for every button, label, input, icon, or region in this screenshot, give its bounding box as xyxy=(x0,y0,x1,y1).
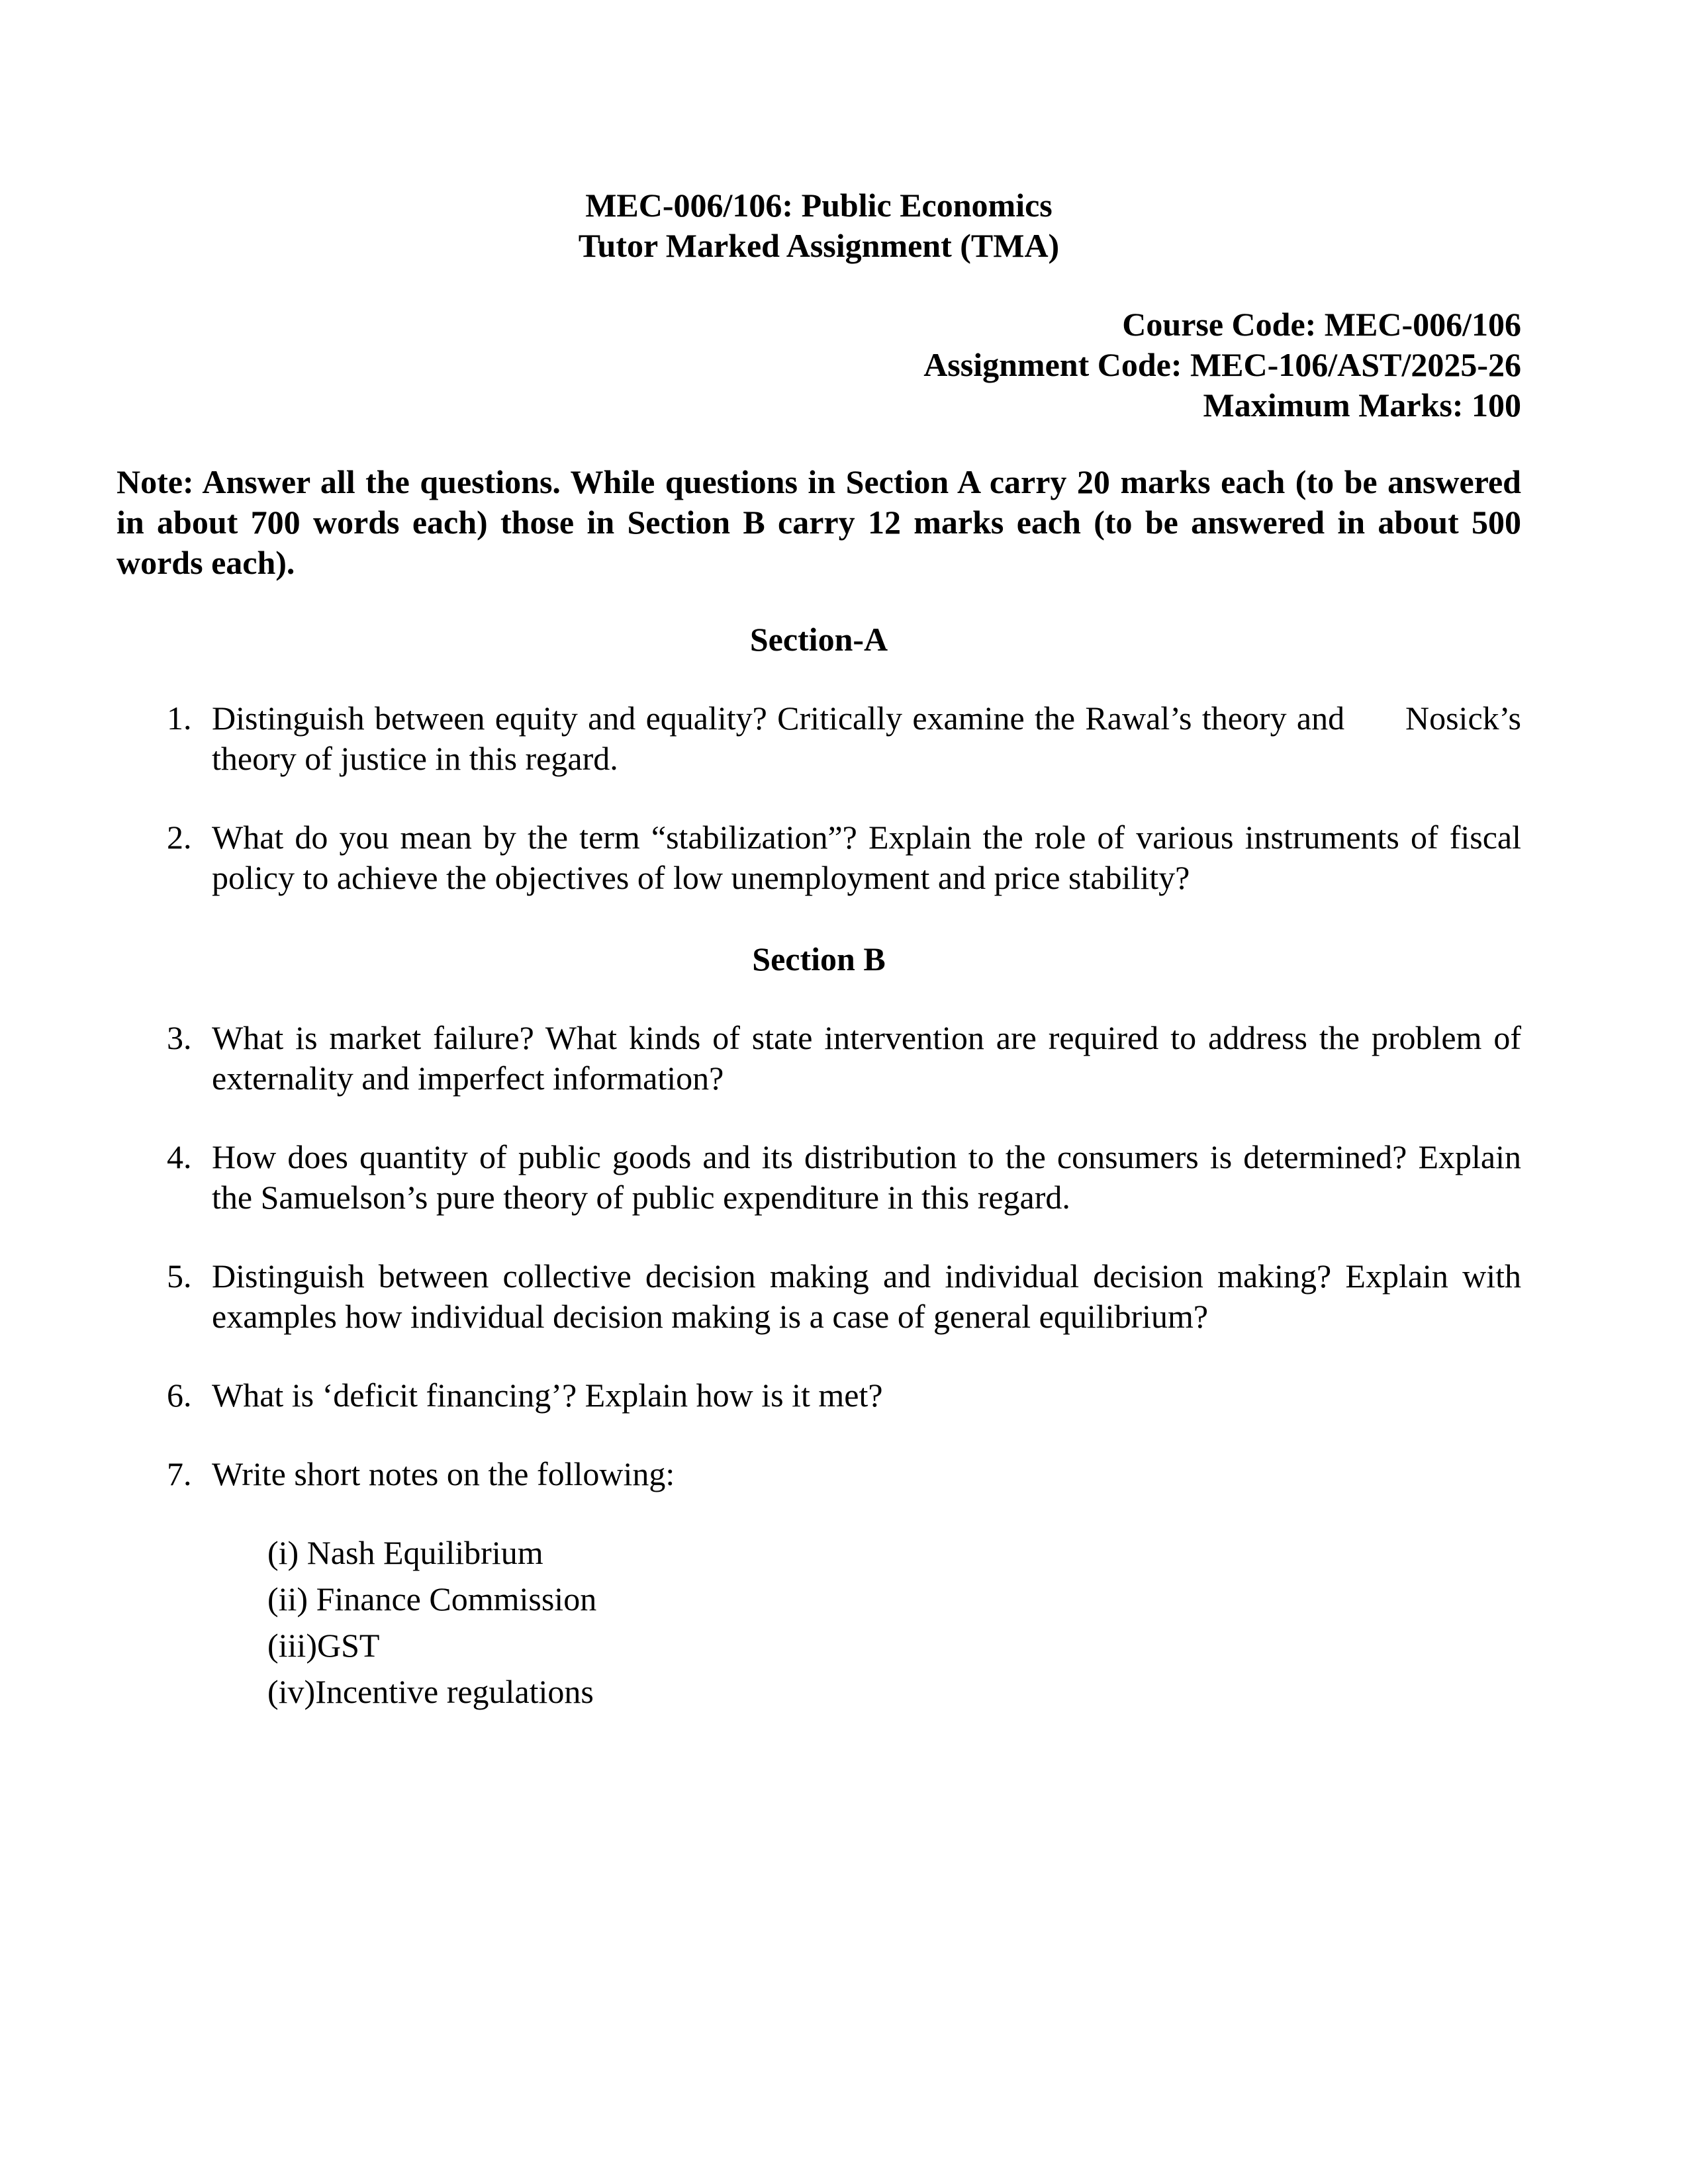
question-item-4 xyxy=(117,1137,1521,1218)
question-number: 5. xyxy=(167,1257,192,1295)
question-number: 7. xyxy=(167,1455,192,1492)
assignment-type-title: Tutor Marked Assignment (TMA) xyxy=(578,227,1060,264)
question-number: 1. xyxy=(167,700,192,737)
course-title: MEC-006/106: Public Economics xyxy=(585,187,1053,224)
question-text: Distinguish between equity and equality? Critically examine the Rawal’s theory and Nosick’s theory of justice in this regard. xyxy=(212,700,1521,777)
question-number: 4. xyxy=(167,1138,192,1175)
short-notes-list xyxy=(267,1533,1521,1712)
question-text: What is market failure? What kinds of state intervention are required to address the problem of externality and imperfect information? xyxy=(212,1019,1521,1097)
note-paragraph: Note: Answer all the questions. While questions in Section A carry 20 marks each (to be answered in about 700 words each) those in Section B carry 12 marks each (to be answered in about 500 words each). xyxy=(117,463,1521,581)
question-item-5 xyxy=(117,1256,1521,1337)
assignment-meta-block xyxy=(117,304,1521,426)
question-number: 6. xyxy=(167,1377,192,1414)
short-note-item-1: (i) Nash Equilibrium xyxy=(267,1534,543,1571)
short-note-item-3: (iii)GST xyxy=(267,1627,380,1664)
question-text: What do you mean by the term “stabilization”? Explain the role of various instruments of fiscal policy to achieve the objectives of low unemployment and price stability? xyxy=(212,819,1521,896)
short-note-item-2: (ii) Finance Commission xyxy=(267,1580,597,1617)
section-a-heading: Section-A xyxy=(749,621,888,658)
question-item-3 xyxy=(117,1018,1521,1099)
question-item-6 xyxy=(117,1375,1521,1416)
course-code-line: Course Code: MEC-006/106 xyxy=(1122,306,1521,343)
question-item-2 xyxy=(117,817,1521,898)
question-item-1 xyxy=(117,698,1521,779)
question-text: How does quantity of public goods and its distribution to the consumers is determined? Explain the Samuelson’s pure theory of public expenditure in this regard. xyxy=(212,1138,1521,1216)
section-b-heading: Section B xyxy=(752,940,886,978)
question-text: Write short notes on the following: xyxy=(212,1455,675,1492)
short-note-item-4: (iv)Incentive regulations xyxy=(267,1673,594,1710)
question-text: What is ‘deficit financing’? Explain how is it met? xyxy=(212,1377,883,1414)
maximum-marks-line: Maximum Marks: 100 xyxy=(1203,387,1521,424)
assignment-code-line: Assignment Code: MEC-106/AST/2025-26 xyxy=(923,346,1521,383)
document-title-block xyxy=(117,185,1521,266)
question-text: Distinguish between collective decision making and individual decision making? Explain with examples how individual decision making is a case of general equilibrium? xyxy=(212,1257,1521,1335)
question-number: 2. xyxy=(167,819,192,856)
question-number: 3. xyxy=(167,1019,192,1056)
question-item-7 xyxy=(117,1454,1521,1494)
